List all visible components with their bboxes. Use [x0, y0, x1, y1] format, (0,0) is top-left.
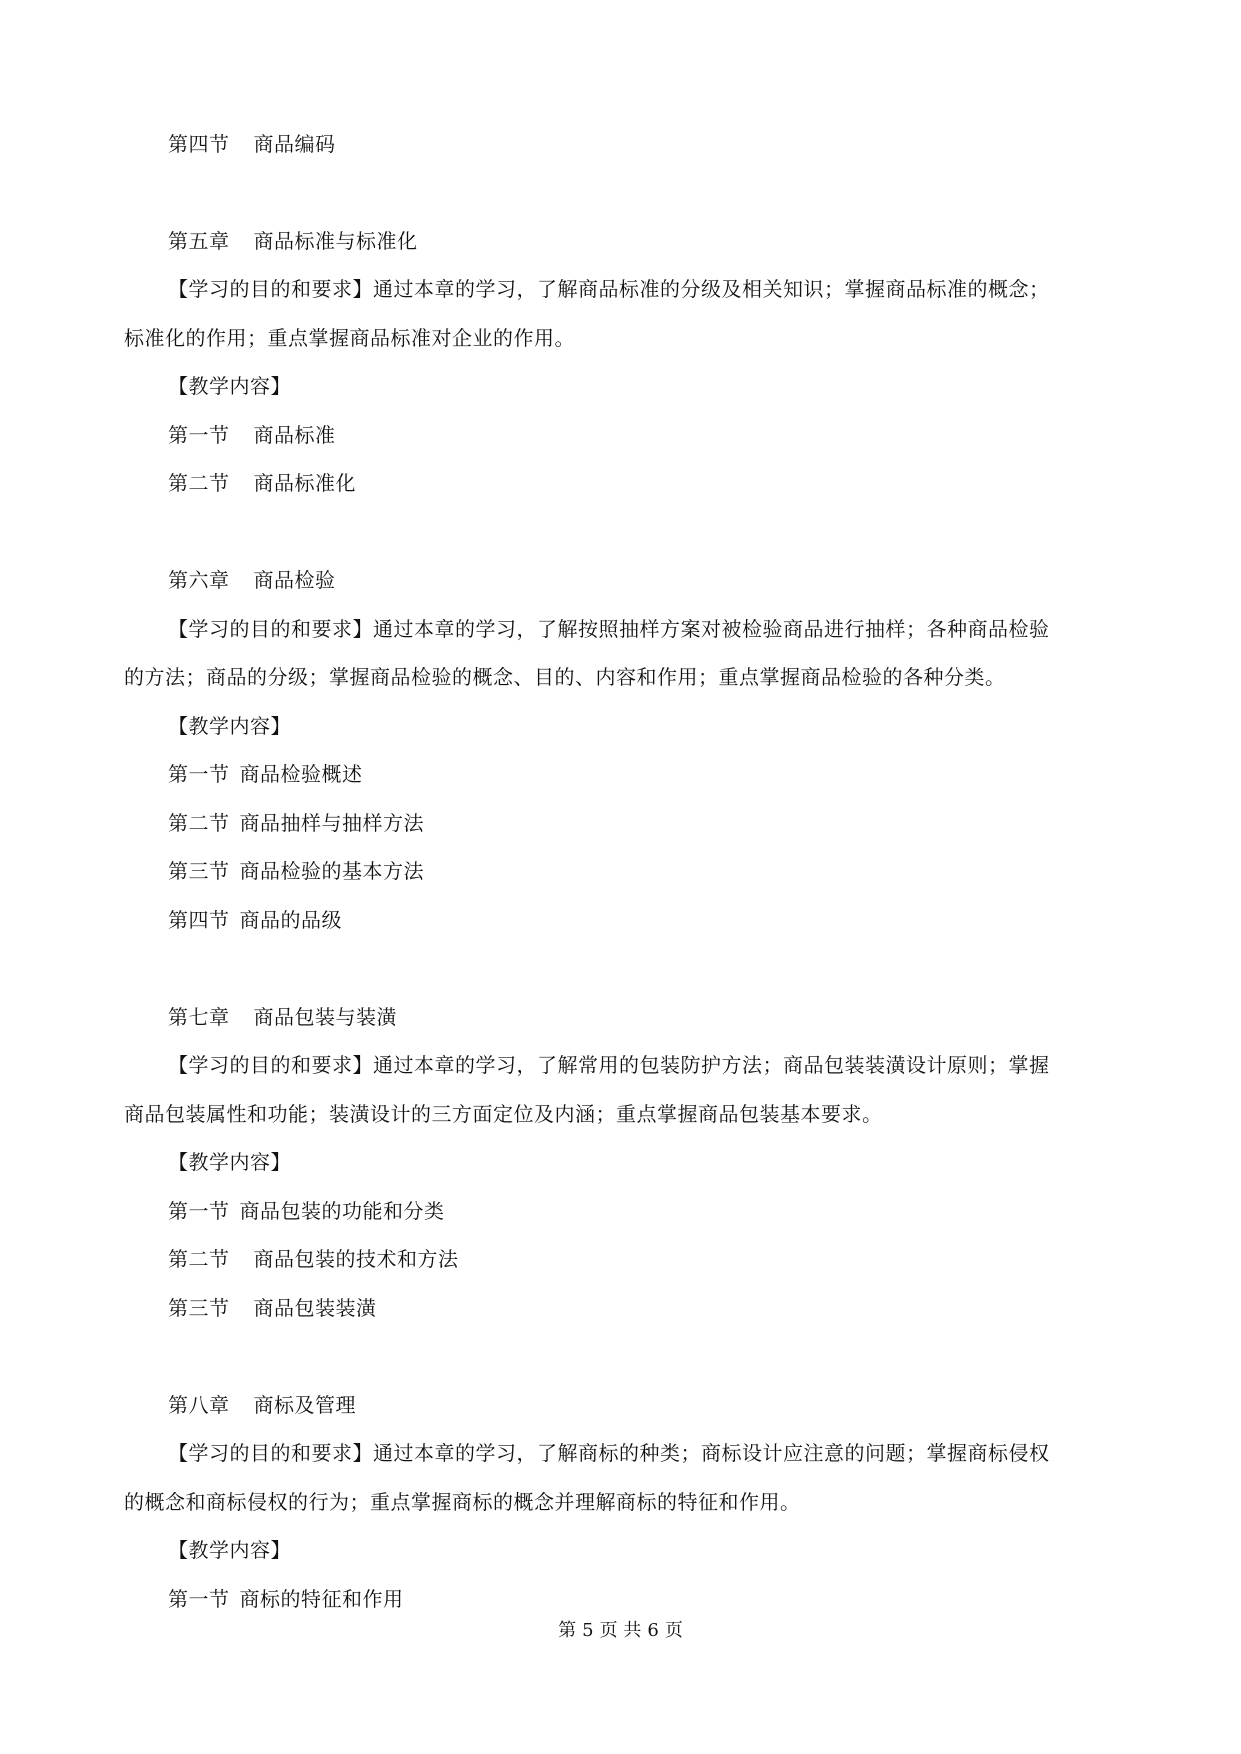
section-item: 第二节 商品抽样与抽样方法 — [168, 811, 424, 835]
objective-text: 【学习的目的和要求】通过本章的学习，了解商标的种类；商标设计应注意的问题；掌握商标侵权 — [168, 1441, 1050, 1465]
section-item: 第四节 商品的品级 — [168, 908, 342, 932]
content-label: 【教学内容】 — [168, 1538, 291, 1562]
section-item: 第一节 商标的特征和作用 — [168, 1587, 404, 1611]
objective-text: 【学习的目的和要求】通过本章的学习，了解商品标准的分级及相关知识；掌握商品标准的概念； — [168, 277, 1050, 301]
page-footer: 第 5 页 共 6 页 — [558, 1620, 683, 1641]
objective-text: 【学习的目的和要求】通过本章的学习，了解常用的包装防护方法；商品包装装潢设计原则；掌握 — [168, 1053, 1050, 1077]
objective-text-cont: 标准化的作用；重点掌握商品标准对企业的作用。 — [124, 326, 575, 350]
content-label: 【教学内容】 — [168, 1150, 291, 1174]
objective-text-cont: 的方法；商品的分级；掌握商品检验的概念、目的、内容和作用；重点掌握商品检验的各种分类。 — [124, 665, 1006, 689]
objective-text-cont: 商品包装属性和功能；装潢设计的三方面定位及内涵；重点掌握商品包装基本要求。 — [124, 1102, 883, 1126]
section-heading: 第四节 商品编码 — [168, 132, 336, 156]
objective-text: 【学习的目的和要求】通过本章的学习，了解按照抽样方案对被检验商品进行抽样；各种商品检验 — [168, 617, 1050, 641]
section-item: 第一节 商品检验概述 — [168, 762, 363, 786]
chapter-heading: 第八章 商标及管理 — [168, 1393, 356, 1417]
total-pages: 6 — [647, 1620, 659, 1641]
section-item: 第三节 商品检验的基本方法 — [168, 859, 424, 883]
content-label: 【教学内容】 — [168, 374, 291, 398]
section-item: 第一节 商品标准 — [168, 423, 336, 447]
page-number: 5 — [582, 1620, 594, 1641]
content-label: 【教学内容】 — [168, 714, 291, 738]
chapter-heading: 第六章 商品检验 — [168, 568, 336, 592]
section-item: 第一节 商品包装的功能和分类 — [168, 1199, 445, 1223]
section-item: 第二节 商品标准化 — [168, 471, 356, 495]
section-item: 第三节 商品包装装潢 — [168, 1296, 377, 1320]
section-item: 第二节 商品包装的技术和方法 — [168, 1247, 459, 1271]
objective-text-cont: 的概念和商标侵权的行为；重点掌握商标的概念并理解商标的特征和作用。 — [124, 1490, 801, 1514]
chapter-heading: 第七章 商品包装与装潢 — [168, 1005, 397, 1029]
chapter-heading: 第五章 商品标准与标准化 — [168, 229, 418, 253]
